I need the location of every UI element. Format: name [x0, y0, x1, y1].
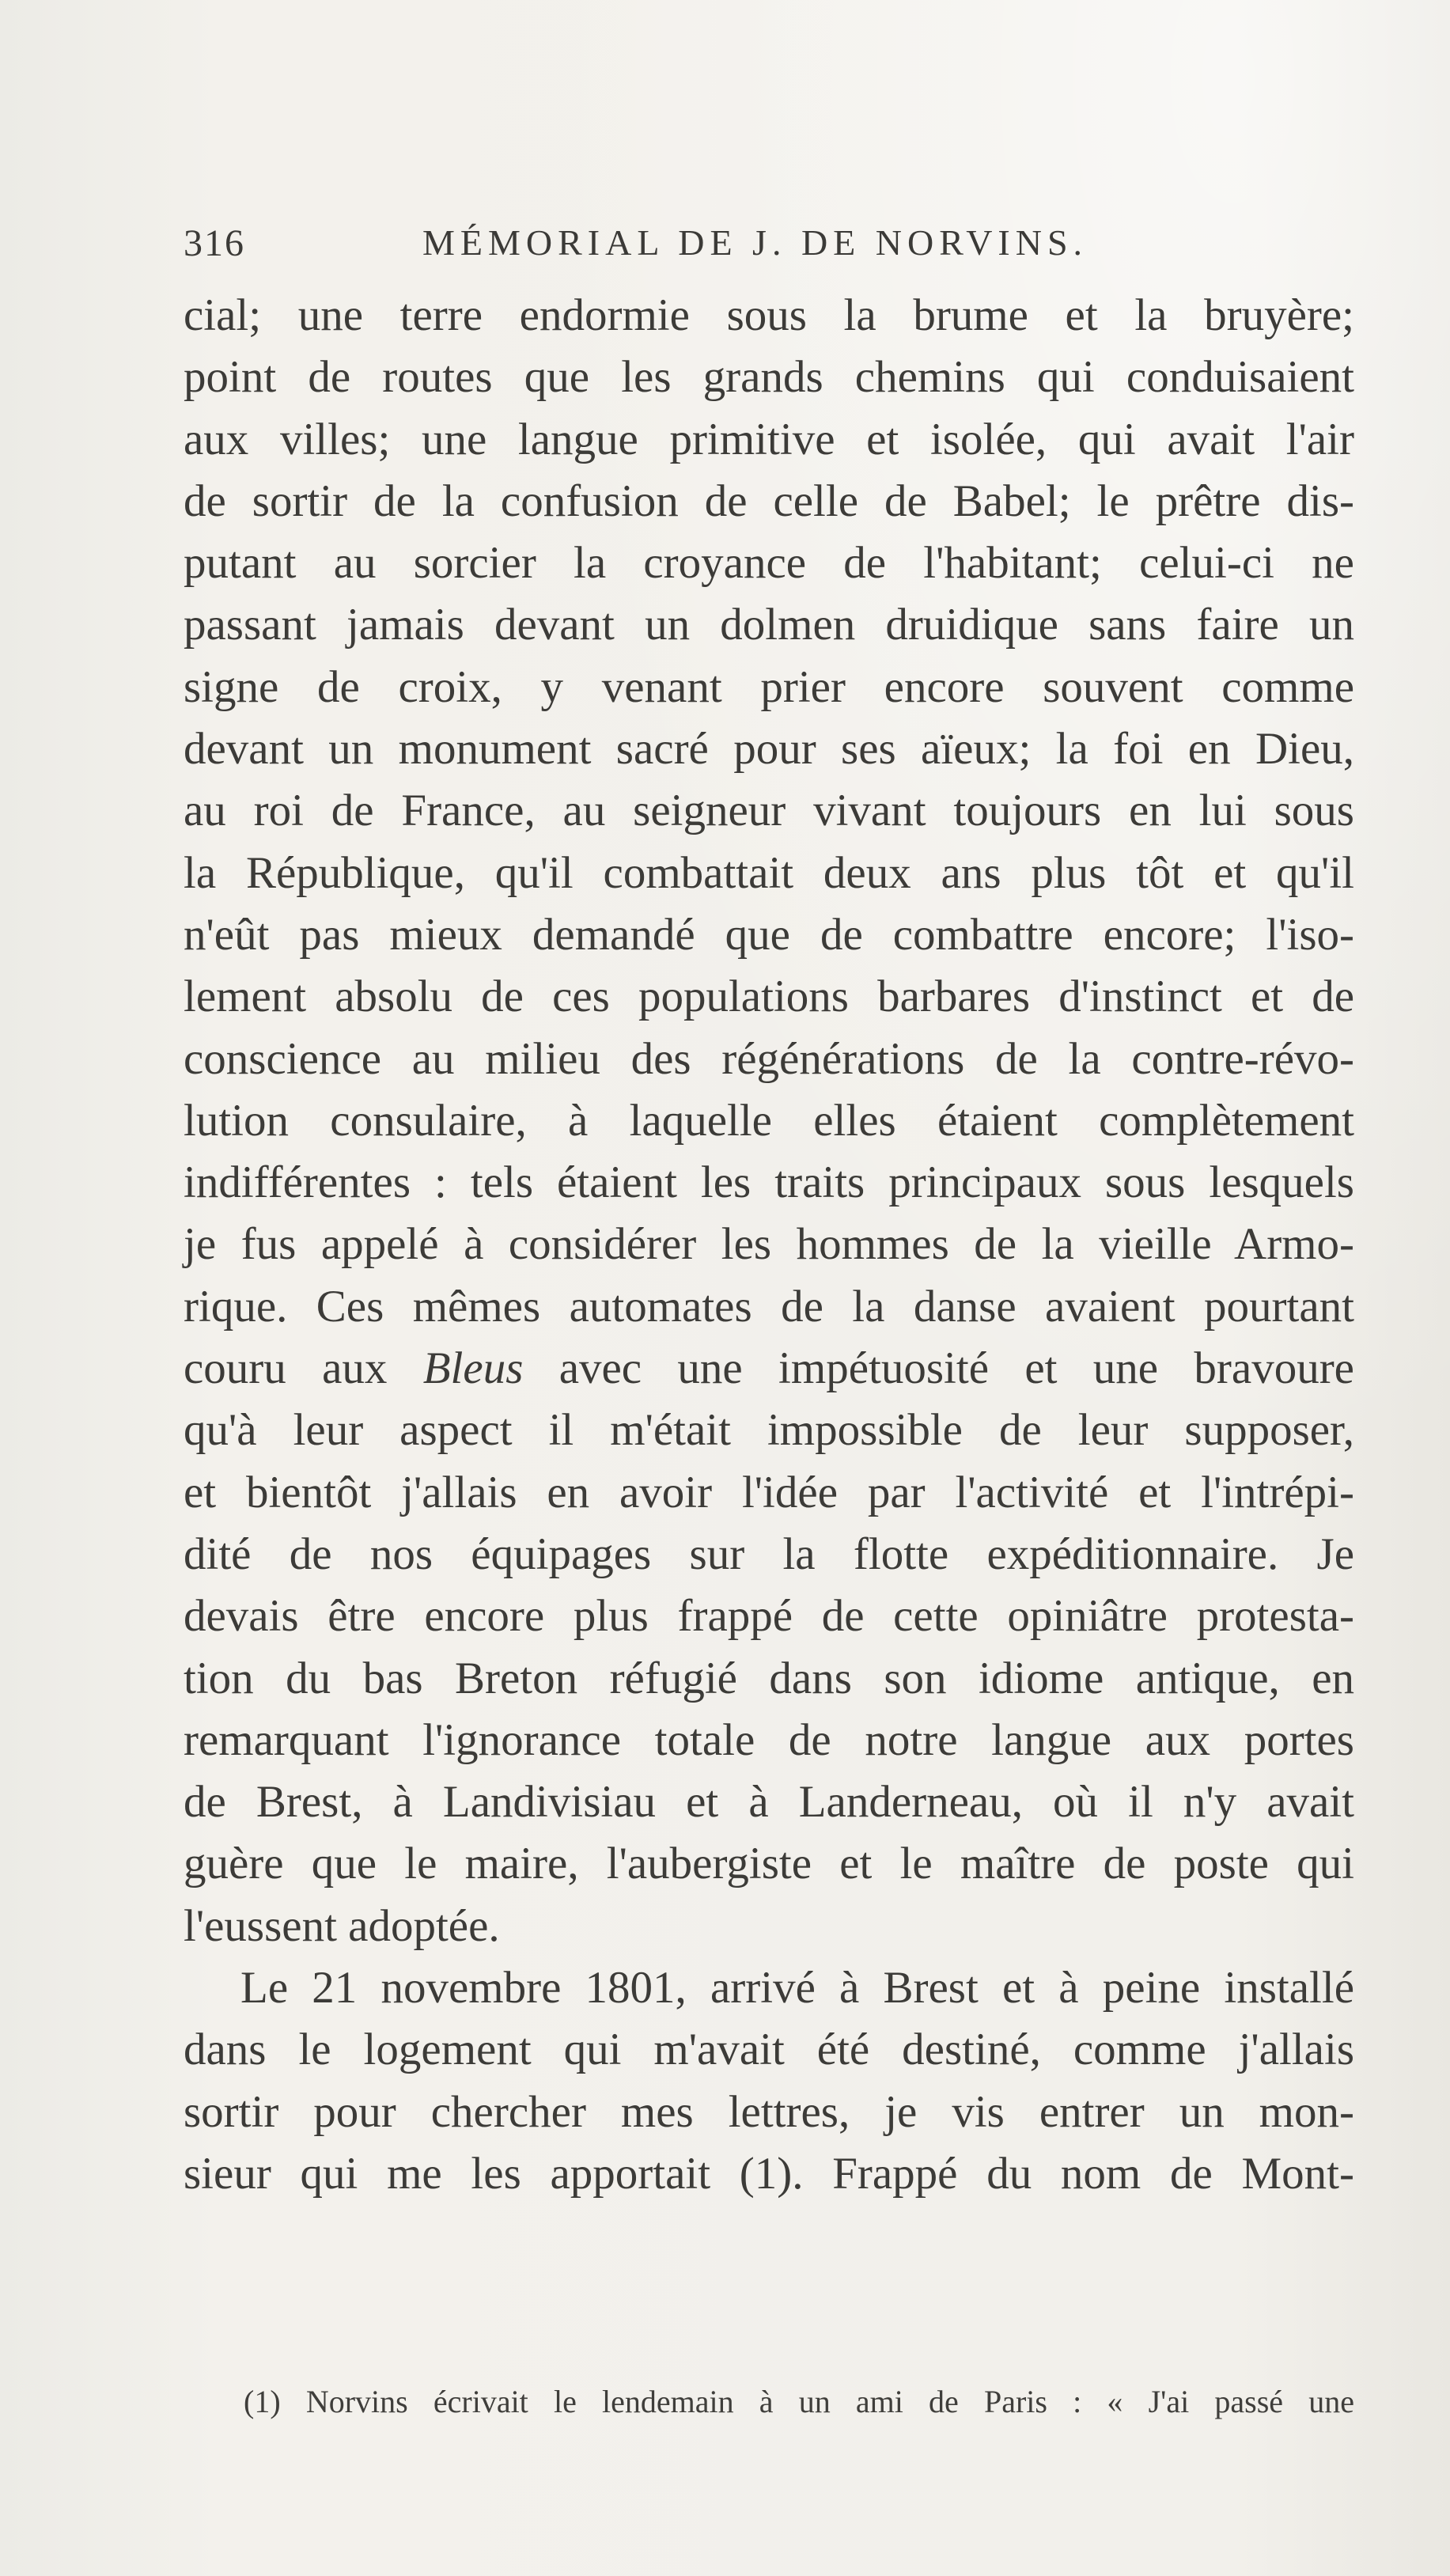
text-line: rique. Ces mêmes automates de la danse avaient pourtant [184, 1281, 1354, 1332]
text-segment: avec une impétuosité et une bravoure [523, 1343, 1354, 1394]
text-line: devais être encore plus frappé de cette opiniâtre protesta- [184, 1591, 1354, 1642]
text-line: guère que le maire, l'aubergiste et le maître de poste qui [184, 1839, 1354, 1889]
text-line: qu'à leur aspect il m'était impossible de leur supposer, [184, 1405, 1354, 1456]
footnote: (1) Norvins écrivait le lendemain à un ami de Paris : « J'ai passé une [244, 2384, 1354, 2419]
text-line: lement absolu de ces populations barbares d'instinct et de [184, 972, 1354, 1022]
text-line: conscience au milieu des régénérations de la contre-révo- [184, 1033, 1354, 1084]
text-line-with-italic [184, 1338, 1354, 1400]
text-line: putant au sorcier la croyance de l'habitant; celui-ci ne [184, 538, 1354, 589]
text-line: point de routes que les grands chemins qui conduisaient [184, 352, 1354, 403]
text-line: aux villes; une langue primitive et isolée, qui avait l'air [184, 414, 1354, 464]
page-header [184, 214, 1157, 277]
text-line: indifférentes : tels étaient les traits principaux sous lesquels [184, 1157, 1354, 1208]
text-line: de Brest, à Landivisiau et à Landerneau, où il n'y avait [184, 1777, 1354, 1828]
text-line: de sortir de la confusion de celle de Babel; le prêtre dis- [184, 475, 1354, 526]
text-line: tion du bas Breton réfugié dans son idiome antique, en [184, 1653, 1354, 1703]
text-line: sortir pour chercher mes lettres, je vis entrer un mon- [184, 2086, 1354, 2137]
italic-word-bleus: Bleus [422, 1343, 524, 1394]
text-line: signe de croix, y venant prier encore souvent comme [184, 661, 1354, 712]
text-line: dité de nos équipages sur la flotte expéditionnaire. Je [184, 1529, 1354, 1579]
text-line: n'eût pas mieux demandé que de combattre encore; l'iso- [184, 909, 1354, 960]
text-line: devant un monument sacré pour ses aïeux; la foi en Dieu, [184, 724, 1354, 775]
running-title: MÉMORIAL DE J. DE NORVINS. [422, 222, 1088, 263]
text-line: dans le logement qui m'avait été destiné, comme j'allais [184, 2025, 1354, 2075]
text-line: passant jamais devant un dolmen druidique sans faire un [184, 600, 1354, 650]
text-line: et bientôt j'allais en avoir l'idée par l'activité et l'intrépi- [184, 1467, 1354, 1517]
text-line: je fus appelé à considérer les hommes de la vieille Armo- [184, 1219, 1354, 1270]
text-segment: couru aux [184, 1343, 423, 1394]
text-line: sieur qui me les apportait (1). Frappé du nom de Mont- [184, 2148, 1354, 2199]
text-line: remarquant l'ignorance totale de notre langue aux portes [184, 1714, 1354, 1765]
body-text [184, 285, 1354, 2205]
text-line: lution consulaire, à laquelle elles étaient complètement [184, 1095, 1354, 1146]
paragraph-end-line: l'eussent adoptée. [184, 1900, 500, 1951]
text-line: au roi de France, au seigneur vivant toujours en lui sous [184, 786, 1354, 836]
text-line: la République, qu'il combattait deux ans plus tôt et qu'il [184, 847, 1354, 898]
page-number: 316 [184, 222, 245, 264]
paragraph-start-line: Le 21 novembre 1801, arrivé à Brest et à peine installé [240, 1963, 1354, 2013]
text-line: cial; une terre endormie sous la brume et la bruyère; [184, 290, 1354, 340]
